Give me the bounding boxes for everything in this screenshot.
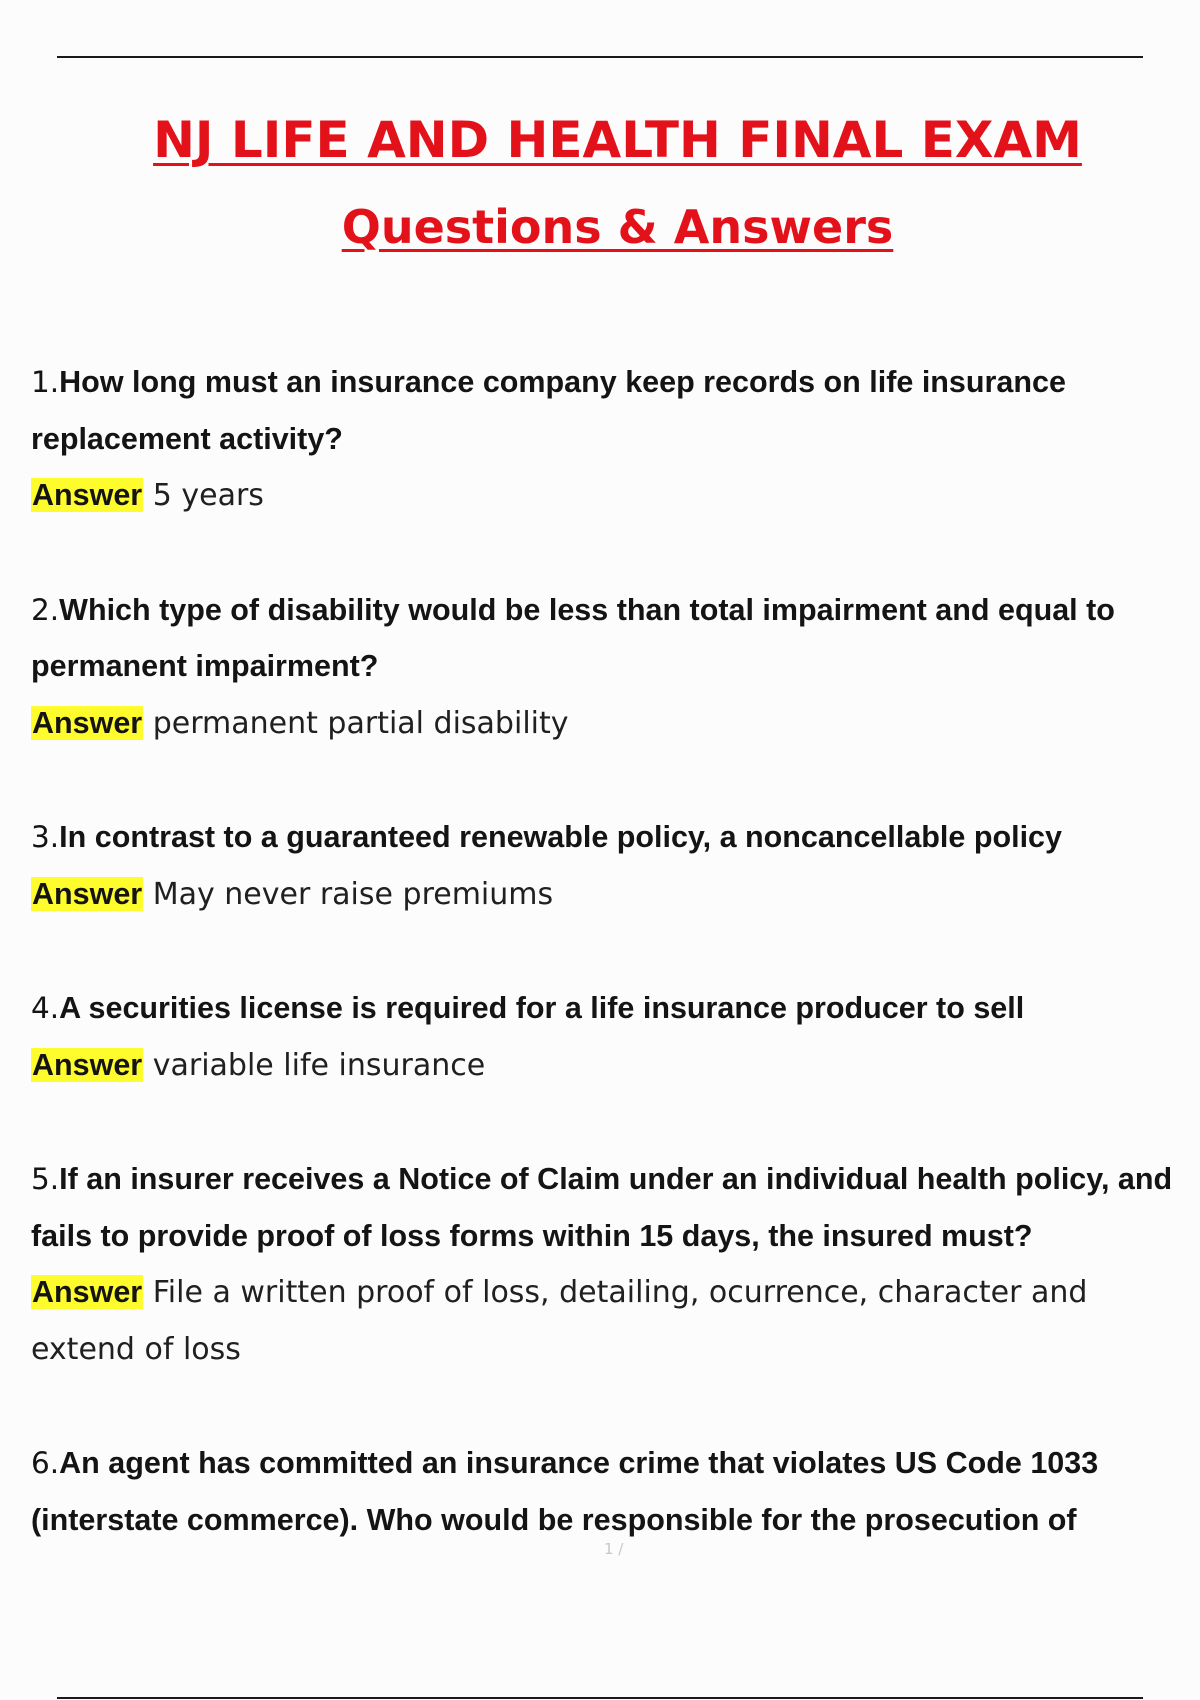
answer-label: Answer (32, 478, 143, 512)
answer-text: File a written proof of loss, detailing, ocurrence, character and extend of loss (31, 1275, 1088, 1367)
answer-1 (31, 467, 1181, 525)
answer-3 (31, 866, 1181, 924)
question-2 (31, 582, 1181, 695)
answer-4 (31, 1037, 1181, 1095)
qa-list (31, 354, 1181, 1605)
question-3 (31, 809, 1181, 866)
page-number: 1 / (604, 1540, 624, 1558)
answer-label: Answer (32, 1047, 143, 1082)
bottom-rule (57, 1697, 1143, 1699)
qa-item-1 (31, 354, 1181, 525)
question-number: 2. (31, 592, 60, 627)
question-text: Which type of disability would be less than total impairment and equal to permanent impairment? (31, 592, 1115, 683)
question-text: If an insurer receives a Notice of Claim under an individual health policy, and fails to provide proof of loss forms within 15 days, the insured must? (31, 1162, 1173, 1253)
top-rule (57, 56, 1143, 58)
question-text: How long must an insurance company keep records on life insurance replacement activity? (31, 365, 1066, 456)
answer-label: Answer (32, 1275, 143, 1309)
question-1 (31, 354, 1181, 467)
question-number: 3. (31, 820, 60, 854)
qa-item-5 (31, 1151, 1181, 1378)
question-text: A securities license is required for a life insurance producer to sell (59, 991, 1025, 1025)
question-number: 1. (31, 365, 60, 399)
answer-text: May never raise premiums (152, 876, 554, 912)
qa-item-6 (31, 1435, 1181, 1548)
question-text: An agent has committed an insurance crime that violates US Code 1033 (interstate commerce). Who would be responsible for the prosecution of (31, 1446, 1099, 1537)
answer-label: Answer (32, 705, 143, 740)
answer-text: permanent partial disability (152, 705, 569, 741)
answer-text: 5 years (152, 478, 264, 513)
answer-label: Answer (32, 876, 143, 911)
question-5 (31, 1151, 1181, 1264)
question-number: 6. (31, 1446, 60, 1480)
question-text: In contrast to a guaranteed renewable policy, a noncancellable policy (59, 820, 1062, 854)
qa-item-3 (31, 809, 1181, 923)
answer-text: variable life insurance (152, 1047, 486, 1083)
document-subtitle: Questions & Answers (341, 200, 894, 254)
document-title: NJ LIFE AND HEALTH FINAL EXAM (153, 111, 1082, 169)
answer-5 (31, 1264, 1181, 1378)
question-4 (31, 980, 1181, 1037)
question-number: 5. (31, 1162, 60, 1196)
qa-item-2 (31, 582, 1181, 753)
question-number: 4. (31, 991, 60, 1025)
qa-item-4 (31, 980, 1181, 1094)
question-6 (31, 1435, 1181, 1548)
answer-2 (31, 695, 1181, 753)
